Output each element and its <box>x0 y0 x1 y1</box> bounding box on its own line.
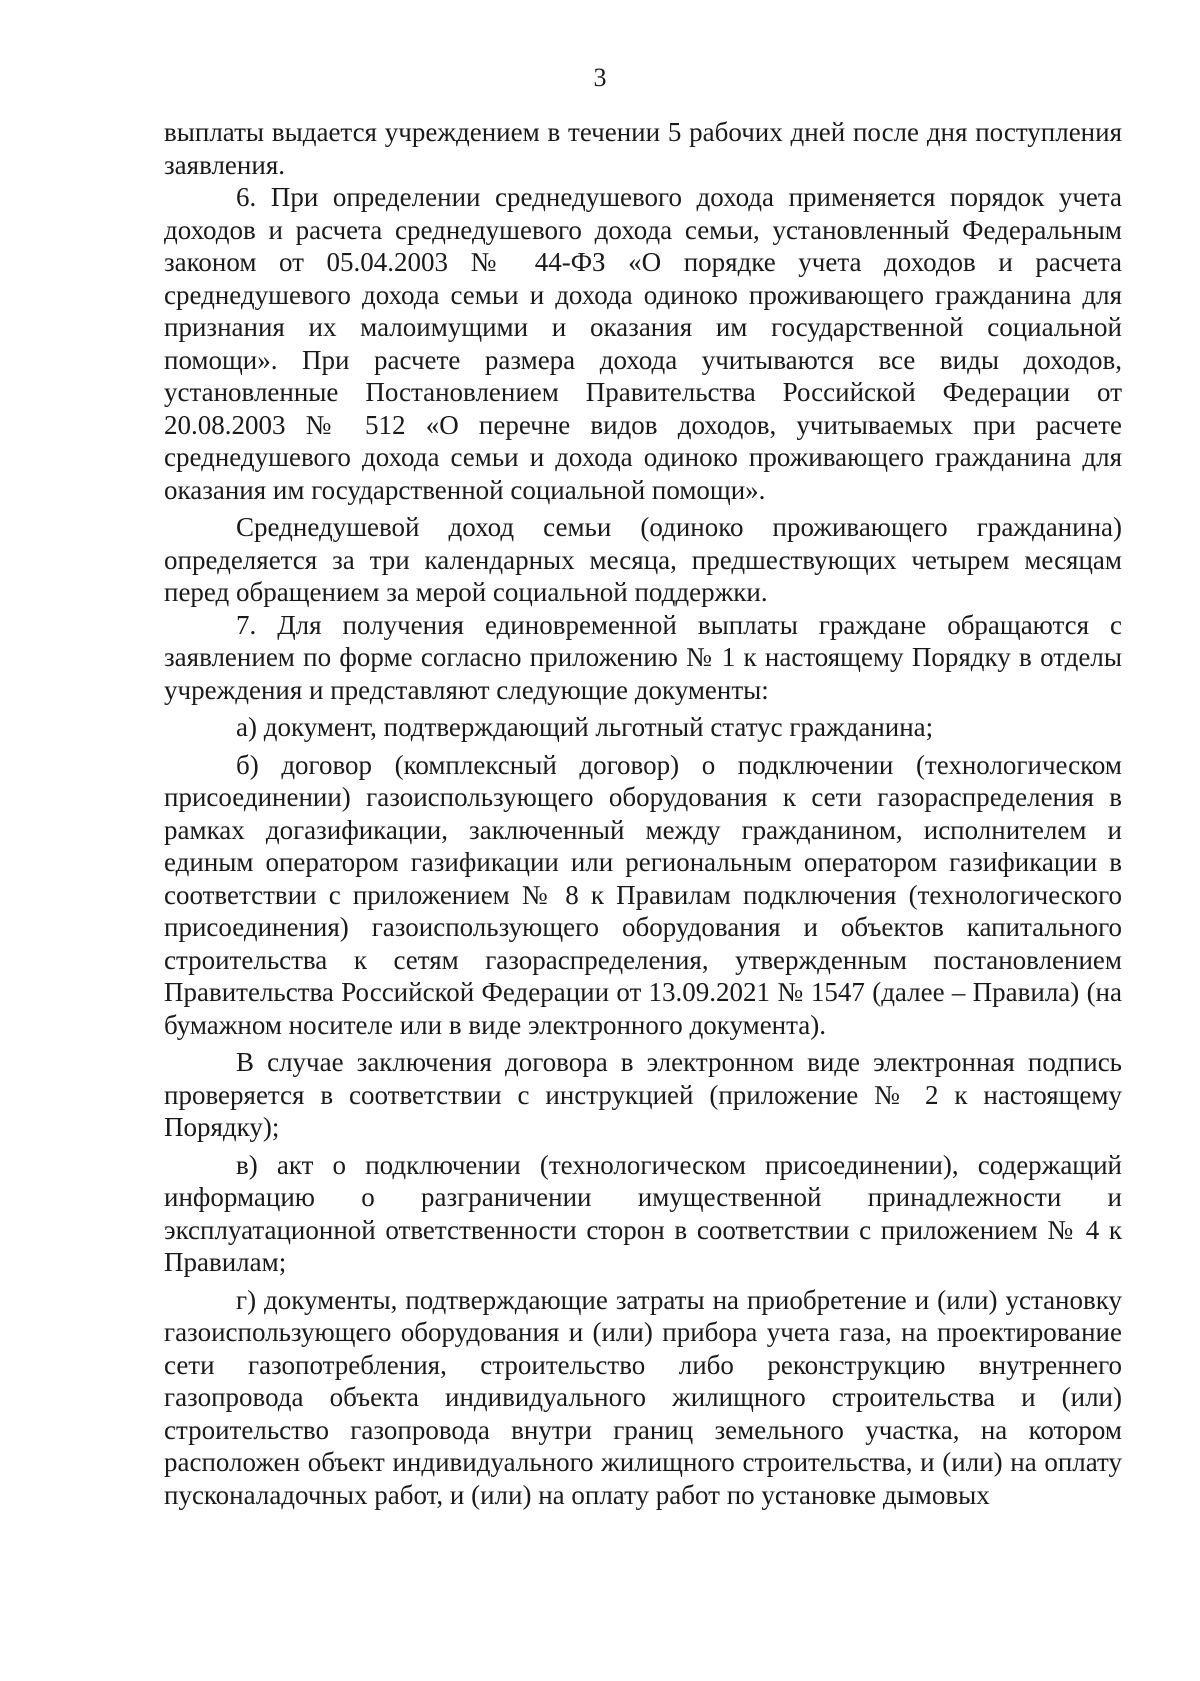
list-item-g: г) документы, подтверждающие затраты на приобретение и (или) установку газоиспользующего оборудования и (или) прибора учета газа, на проектирование сети газопотребления, строительство либо реконструкцию внутреннего газопровода объекта индивидуального жилищного строительства и (или) строительство газопровода внутри границ земельного участка, на котором расположен объект индивидуального жилищного строительства, и (или) на оплату пусконаладочных работ, и (или) на оплату работ по установке дымовых <box>164 1284 1122 1510</box>
list-item-a: а) документ, подтверждающий льготный статус гражданина; <box>236 712 934 742</box>
paragraph-electronic-signature: В случае заключения договора в электронном виде электронная подпись проверяется в соответствии с инструкцией (приложение № 2 к настоящему Порядку); <box>164 1047 1122 1142</box>
list-item-v: в) акт о подключении (технологическом присоединении), содержащий информацию о разграничении имущественной принадлежности и эксплуатационной ответственности сторон в соответствии с приложением № 4 к Правилам; <box>164 1149 1122 1277</box>
page-number: 3 <box>593 63 607 92</box>
paragraph-continuation: выплаты выдается учреждением в течении 5 рабочих дней после дня поступления заявления. <box>164 117 1122 180</box>
list-item-b: б) договор (комплексный договор) о подключении (технологическом присоединении) газоиспользующего оборудования к сети газораспределения в рамках догазификации, заключенный между гражданином, исполнителем и единым оператором газификации или региональным оператором газификации в соответствии с приложением № 8 к Правилам подключения (технологического присоединения) газоиспользующего оборудования и объектов капитального строительства к сетям газораспределения, утвержденным постановлением Правительства Российской Федерации от 13.09.2021 № 1547 (далее – Правила) (на бумажном носителе или в виде электронного документа). <box>164 749 1122 1040</box>
paragraph-income-period: Среднедушевой доход семьи (одиноко проживающего гражданина) определяется за три календарных месяца, предшествующих четырем месяцам перед обращением за мерой социальной поддержки. <box>164 512 1122 607</box>
paragraph-item-6: 6. При определении среднедушевого дохода применяется порядок учета доходов и расчета среднедушевого дохода семьи, установленный Федеральным законом от 05.04.2003 № 44-ФЗ «О порядке учета доходов и расчета среднедушевого дохода семьи и дохода одиноко проживающего гражданина для признания их малоимущими и оказания им государственной социальной помощи». При расчете размера дохода учитываются все виды доходов, установленные Постановлением Правительства Российской Федерации от 20.08.2003 № 512 «О перечне видов доходов, учитываемых при расчете среднедушевого дохода семьи и дохода одиноко проживающего гражданина для оказания им государственной социальной помощи». <box>164 182 1122 505</box>
document-body <box>164 116 1122 1511</box>
paragraph-item-7: 7. Для получения единовременной выплаты граждане обращаются с заявлением по форме согласно приложению № 1 к настоящему Порядку в отделы учреждения и представляют следующие документы: <box>164 609 1122 705</box>
